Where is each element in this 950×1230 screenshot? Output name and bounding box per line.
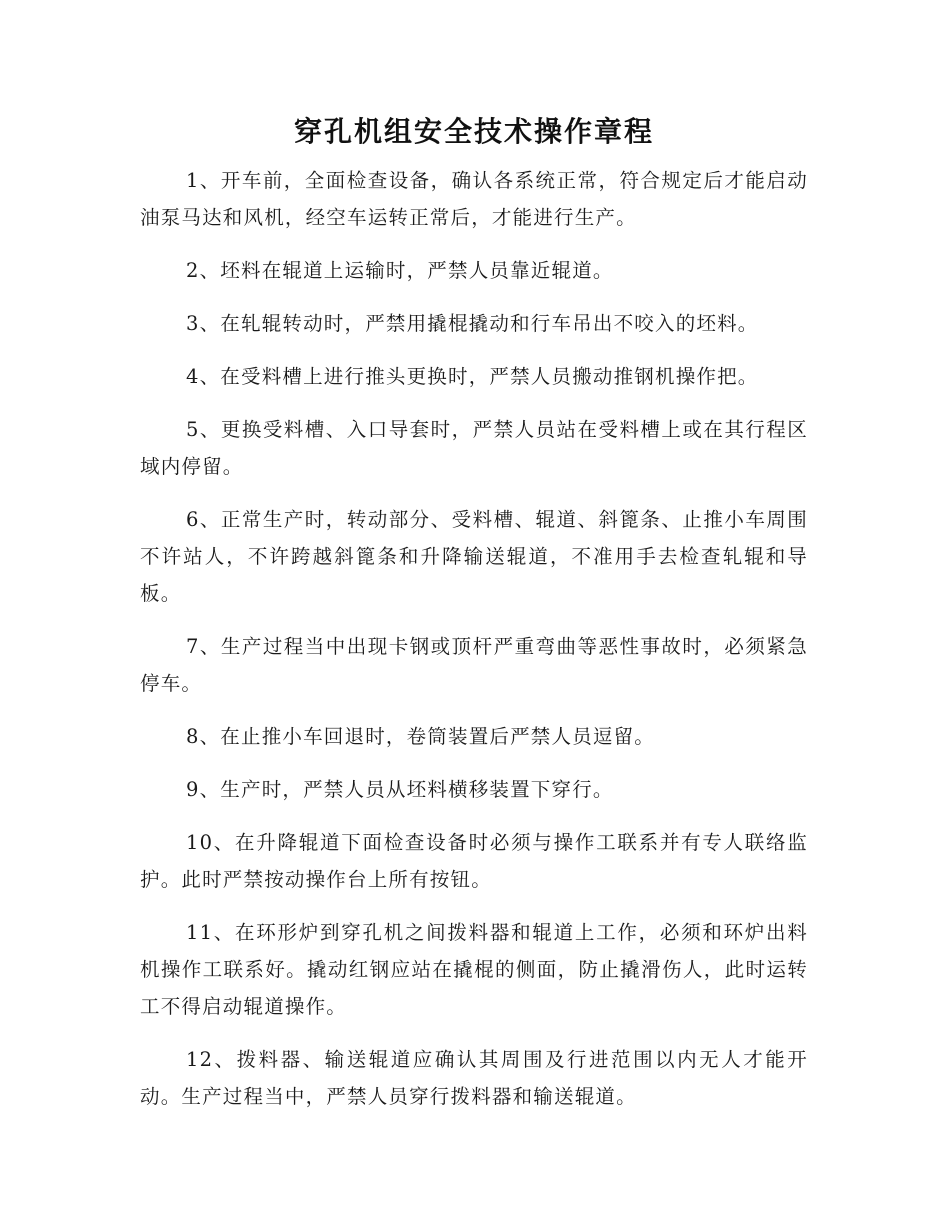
paragraph-3: 3、在轧辊转动时，严禁用撬棍撬动和行车吊出不咬入的坯料。 xyxy=(186,312,759,335)
paragraph-12: 12、拨料器、输送辊道应确认其周围及行进范围以内无人才能开动。生产过程当中，严禁人员穿行拨料器和输送辊道。 xyxy=(140,1048,808,1108)
paragraph-1: 1、开车前，全面检查设备，确认各系统正常，符合规定后才能启动油泵马达和风机，经空车运转正常后，才能进行生产。 xyxy=(140,169,808,229)
document-page xyxy=(140,108,808,1131)
paragraph-8: 8、在止推小车回退时，卷筒装置后严禁人员逗留。 xyxy=(186,725,656,748)
document-title: 穿孔机组安全技术操作章程 xyxy=(293,115,654,148)
paragraph-11: 11、在环形炉到穿孔机之间拨料器和辊道上工作，必须和环炉出料机操作工联系好。撬动红钢应站在撬棍的侧面，防止撬滑伤人，此时运转工不得启动辊道操作。 xyxy=(140,921,808,1018)
paragraph-4: 4、在受料槽上进行推头更换时，严禁人员搬动推钢机操作把。 xyxy=(186,365,759,388)
paragraph-9: 9、生产时，严禁人员从坯料横移装置下穿行。 xyxy=(186,778,614,801)
paragraph-2: 2、坯料在辊道上运输时，严禁人员靠近辊道。 xyxy=(186,259,614,282)
paragraph-7: 7、生产过程当中出现卡钢或顶杆严重弯曲等恶性事故时，必须紧急停车。 xyxy=(140,635,808,695)
paragraph-5: 5、更换受料槽、入口导套时，严禁人员站在受料槽上或在其行程区域内停留。 xyxy=(140,418,808,478)
paragraph-10: 10、在升降辊道下面检查设备时必须与操作工联系并有专人联络监护。此时严禁按动操作台上所有按钮。 xyxy=(140,831,808,891)
paragraph-6: 6、正常生产时，转动部分、受料槽、辊道、斜篦条、止推小车周围不许站人，不许跨越斜篦条和升降输送辊道，不准用手去检查轧辊和导板。 xyxy=(140,508,808,605)
